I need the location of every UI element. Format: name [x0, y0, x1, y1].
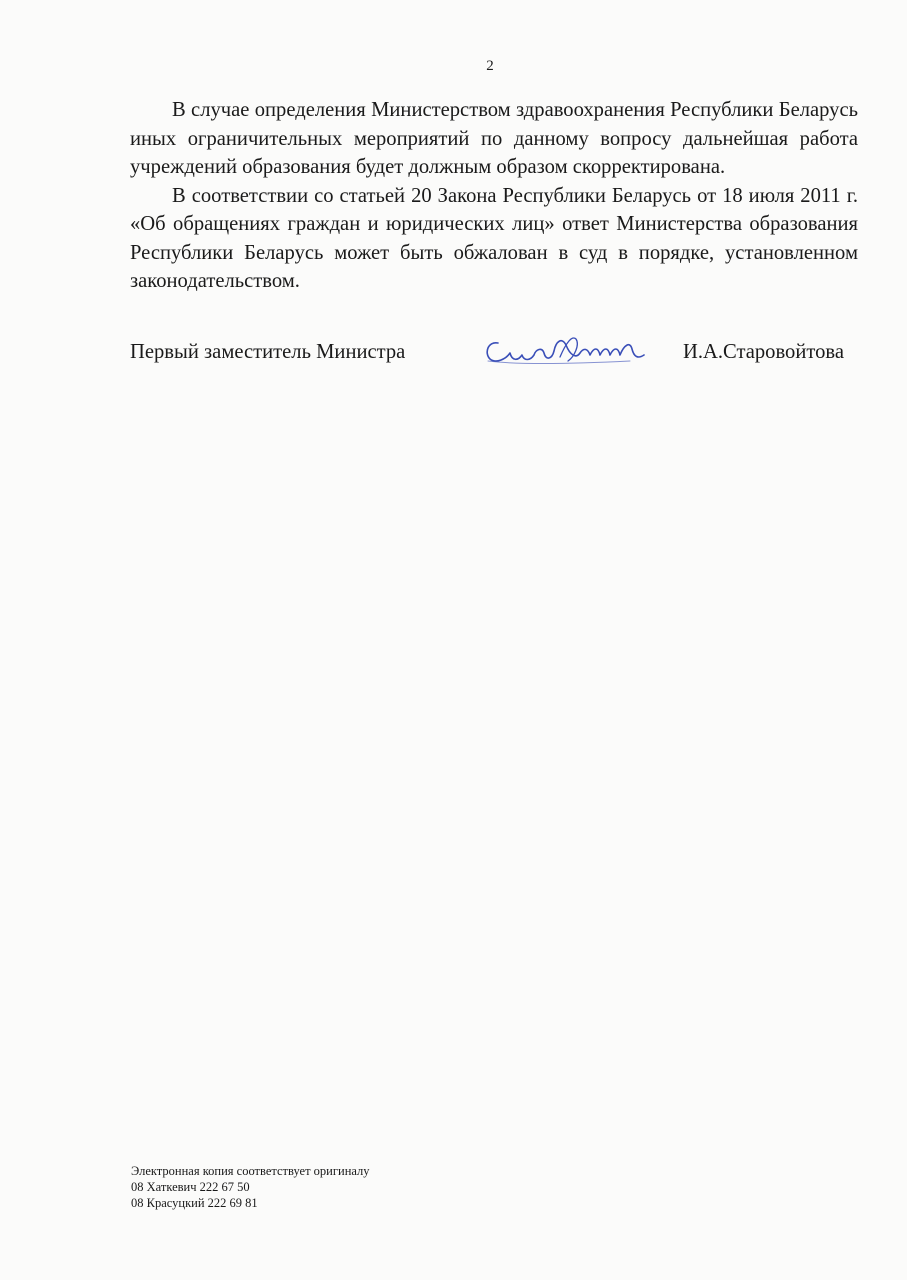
page-number: 2	[486, 58, 494, 74]
signer-name: И.А.Старовойтова	[682, 341, 844, 363]
letter-body	[130, 96, 858, 296]
paragraph-appeal: В соответствии со статьей 20 Закона Республики Беларусь от 18 июля 2011 г. «Об обращениях граждан и юридических лиц» ответ Министерства образования Республики Беларусь может быть обжалован в суд в порядке, установленном законодательством.	[130, 184, 858, 292]
handwritten-signature	[480, 331, 650, 371]
footer-note	[131, 1163, 370, 1211]
signature-block	[130, 337, 844, 373]
copy-note: Электронная копия соответствует оригиналу	[131, 1164, 370, 1178]
paragraph-restrictions: В случае определения Министерством здравоохранения Республики Беларусь иных ограничительных мероприятий по данному вопросу дальнейшая работа учреждений образования будет должным образом скорректирована.	[130, 99, 858, 178]
signer-title: Первый заместитель Министра	[130, 341, 406, 363]
contact-line: 08 Хаткевич 222 67 50	[131, 1180, 250, 1194]
contact-line: 08 Красуцкий 222 69 81	[131, 1196, 258, 1210]
